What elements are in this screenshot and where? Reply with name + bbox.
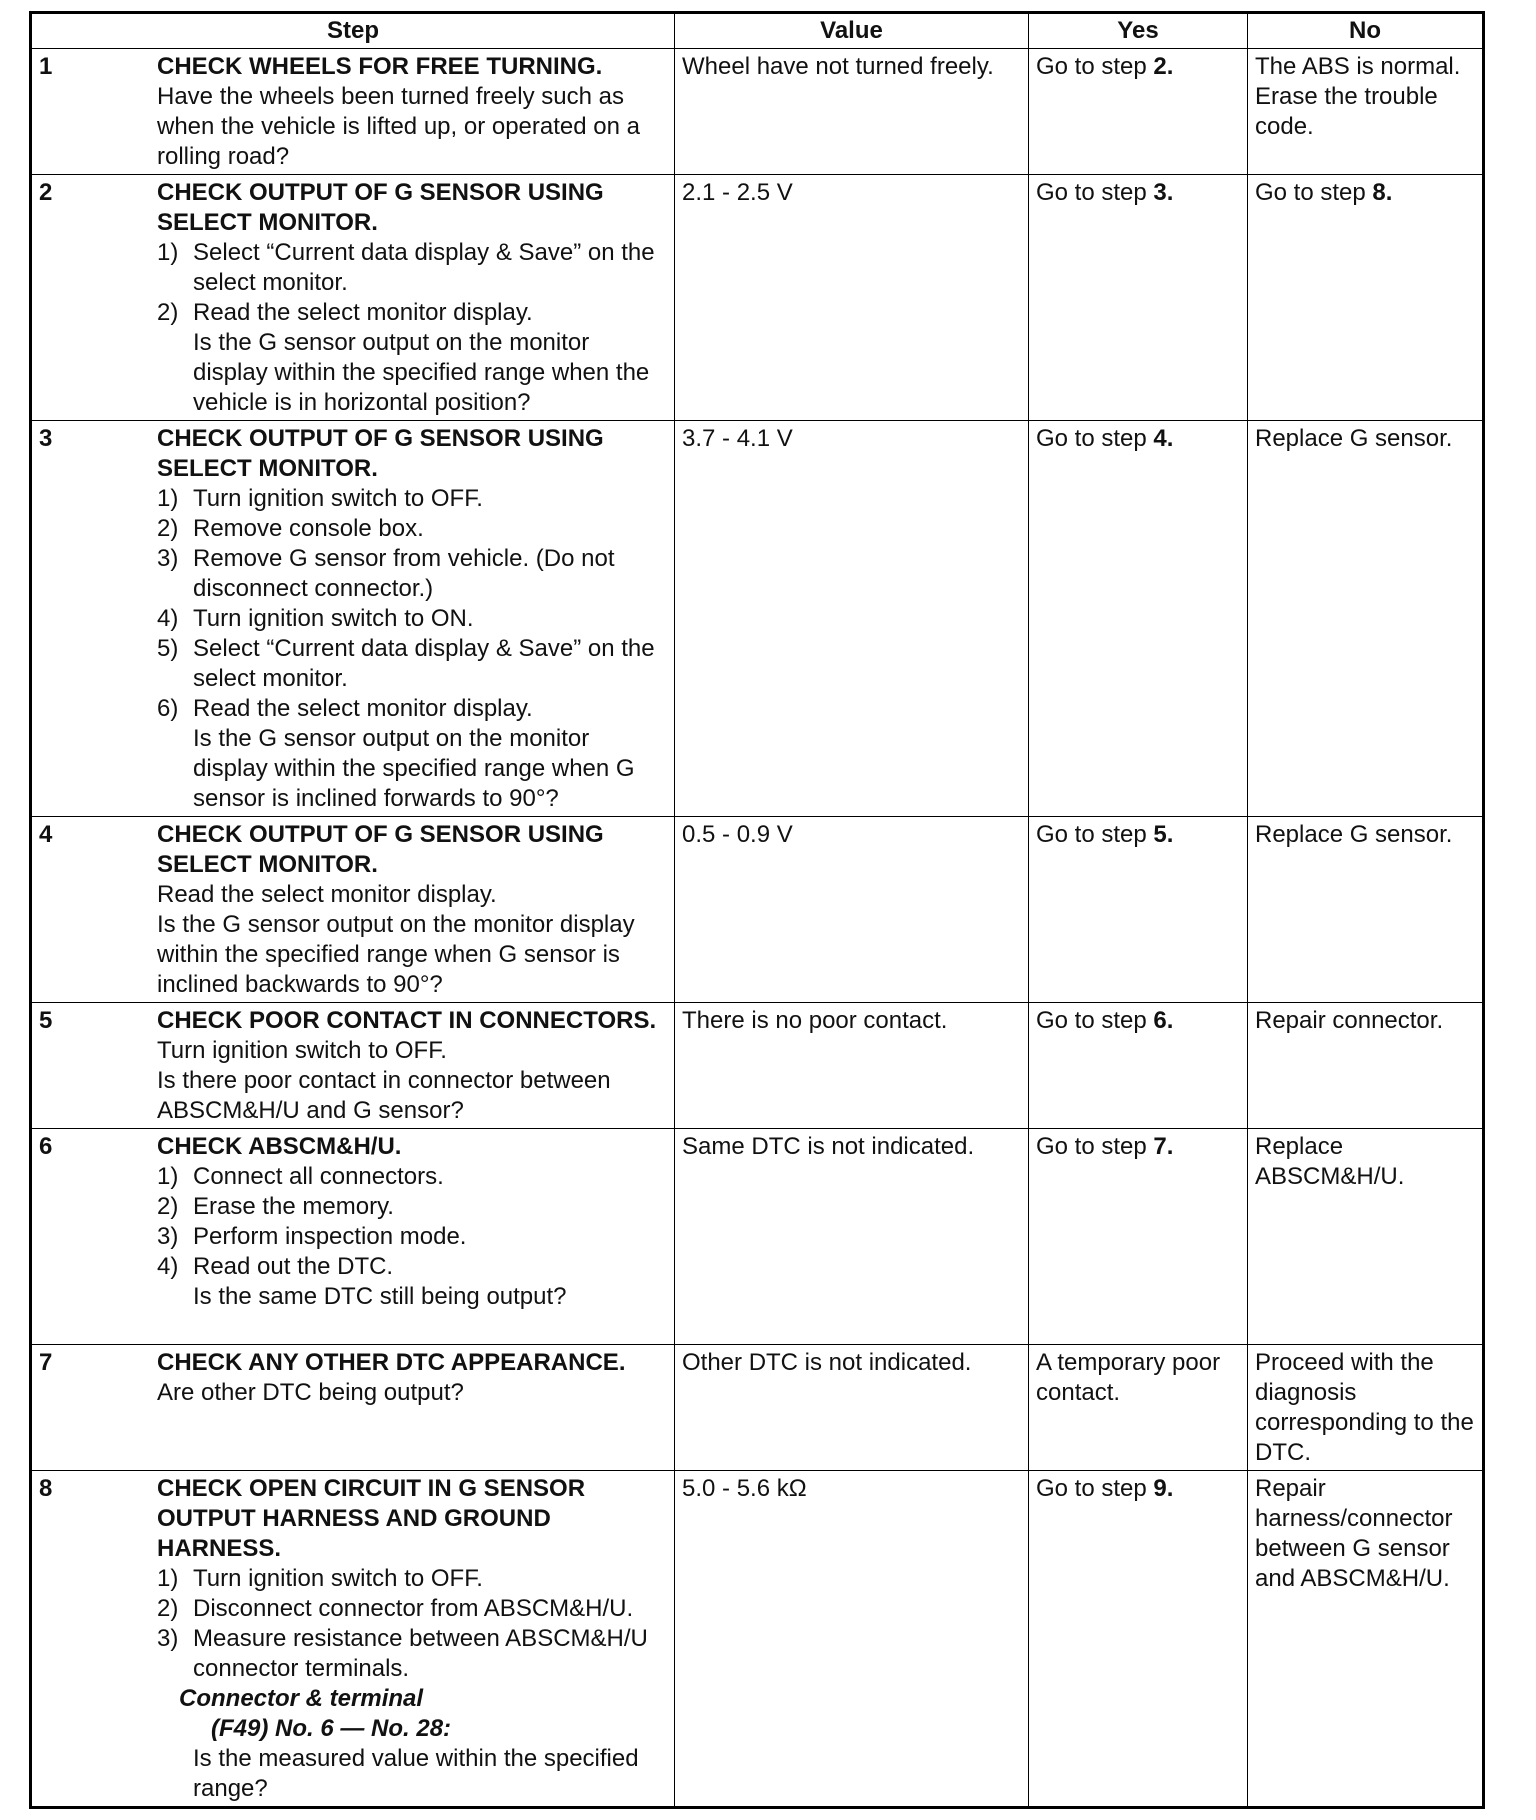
table-row: [31, 49, 1484, 175]
instruction-number: 2): [157, 299, 179, 326]
step-question: Is the measured value within the specified range?: [193, 1745, 639, 1802]
instruction-number: 4): [157, 1253, 179, 1280]
instruction-item: [157, 1252, 668, 1282]
header-value: Value: [675, 13, 1029, 49]
no-cell: [1248, 1471, 1484, 1808]
connector-terminal: (F49) No. 6 — No. 28:: [211, 1715, 452, 1742]
header-no: No: [1248, 13, 1484, 49]
instruction-text: Read the select monitor display.: [193, 299, 533, 326]
instruction-item: [157, 1162, 668, 1192]
header-row: [31, 13, 1484, 49]
instruction-item: [157, 634, 668, 694]
step-body: [157, 1132, 668, 1312]
no-cell: [1248, 1003, 1484, 1129]
step-instructions: [157, 238, 668, 328]
no-cell: [1248, 49, 1484, 175]
value-cell: 3.7 - 4.1 V: [675, 421, 1029, 817]
step-cell: [31, 1345, 675, 1471]
instruction-item: [157, 484, 668, 514]
no-cell: [1248, 1345, 1484, 1471]
step-body: [157, 1006, 668, 1126]
instruction-item: [157, 1624, 668, 1684]
step-text: Read the select monitor display.: [157, 881, 497, 908]
instruction-text: Perform inspection mode.: [193, 1223, 467, 1250]
step-cell: [31, 49, 675, 175]
step-title: CHECK OUTPUT OF G SENSOR USING SELECT MONITOR.: [157, 179, 604, 236]
no-text: Proceed with the diagnosis corresponding to the DTC.: [1255, 1349, 1474, 1466]
value-cell: 5.0 - 5.6 kΩ: [675, 1471, 1029, 1808]
step-body: [157, 424, 668, 814]
instruction-text: Turn ignition switch to OFF.: [193, 485, 483, 512]
step-text: Have the wheels been turned freely such as when the vehicle is lifted up, or operated on a rolling road?: [157, 83, 640, 170]
yes-goto-label: Go to step: [1036, 1475, 1154, 1502]
instruction-text: Select “Current data display & Save” on the select monitor.: [193, 239, 655, 296]
instruction-item: [157, 514, 668, 544]
instruction-text: Erase the memory.: [193, 1193, 394, 1220]
yes-cell: [1029, 1129, 1248, 1345]
step-cell: [31, 175, 675, 421]
yes-cell: [1029, 1003, 1248, 1129]
instruction-text: Connect all connectors.: [193, 1163, 444, 1190]
yes-goto-step: 9.: [1153, 1475, 1174, 1502]
step-title: CHECK OPEN CIRCUIT IN G SENSOR OUTPUT HARNESS AND GROUND HARNESS.: [157, 1475, 586, 1562]
instruction-text: Read the select monitor display.: [193, 695, 533, 722]
instruction-item: [157, 1564, 668, 1594]
step-body: [157, 1348, 668, 1408]
yes-cell: [1029, 1471, 1248, 1808]
step-number: 6: [39, 1133, 53, 1160]
step-number: 5: [39, 1007, 53, 1034]
value-cell: 0.5 - 0.9 V: [675, 817, 1029, 1003]
yes-goto-label: Go to step: [1036, 179, 1154, 206]
instruction-number: 2): [157, 1193, 179, 1220]
table-row: [31, 1129, 1484, 1345]
value-cell: Wheel have not turned freely.: [675, 49, 1029, 175]
step-instructions: [157, 1564, 668, 1684]
instruction-text: Disconnect connector from ABSCM&H/U.: [193, 1595, 634, 1622]
no-text: The ABS is normal. Erase the trouble code.: [1255, 53, 1461, 140]
step-number: 8: [39, 1475, 53, 1502]
value-cell: 2.1 - 2.5 V: [675, 175, 1029, 421]
step-body: [157, 52, 668, 172]
instruction-text: Remove console box.: [193, 515, 424, 542]
instruction-number: 5): [157, 635, 179, 662]
step-title: CHECK POOR CONTACT IN CONNECTORS.: [157, 1007, 657, 1034]
step-text: Turn ignition switch to OFF.: [157, 1037, 447, 1064]
no-cell: [1248, 1129, 1484, 1345]
no-text: Repair harness/connector between G sensor and ABSCM&H/U.: [1255, 1475, 1453, 1592]
step-question: Is the G sensor output on the monitor display within the specified range when G sensor is inclined forwards to 90°?: [193, 725, 635, 812]
table-row: [31, 1345, 1484, 1471]
instruction-text: Turn ignition switch to OFF.: [193, 1565, 483, 1592]
step-body: [157, 1474, 668, 1804]
value-cell: Other DTC is not indicated.: [675, 1345, 1029, 1471]
no-text: Replace ABSCM&H/U.: [1255, 1133, 1405, 1190]
instruction-item: [157, 1222, 668, 1252]
instruction-text: Turn ignition switch to ON.: [193, 605, 474, 632]
step-instructions: [157, 484, 668, 724]
yes-cell: [1029, 421, 1248, 817]
table-body: [31, 49, 1484, 1808]
yes-goto-step: 7.: [1153, 1133, 1174, 1160]
yes-goto-step: 3.: [1153, 179, 1174, 206]
step-instructions: [157, 1162, 668, 1282]
step-title: CHECK OUTPUT OF G SENSOR USING SELECT MONITOR.: [157, 821, 604, 878]
instruction-number: 3): [157, 1223, 179, 1250]
instruction-number: 1): [157, 1163, 179, 1190]
yes-goto-step: 4.: [1153, 425, 1174, 452]
step-number: 3: [39, 425, 53, 452]
value-cell: Same DTC is not indicated.: [675, 1129, 1029, 1345]
instruction-number: 1): [157, 239, 179, 266]
step-text: Is the G sensor output on the monitor display within the specified range when G sensor is inclined backwards to 90°?: [157, 911, 635, 998]
yes-goto-step: 6.: [1153, 1007, 1174, 1034]
header-step: Step: [31, 13, 675, 49]
instruction-number: 3): [157, 545, 179, 572]
yes-cell: [1029, 175, 1248, 421]
instruction-number: 2): [157, 515, 179, 542]
yes-goto-label: Go to step: [1036, 425, 1154, 452]
yes-goto-step: 5.: [1153, 821, 1174, 848]
instruction-item: [157, 544, 668, 604]
no-cell: [1248, 421, 1484, 817]
yes-cell: [1029, 49, 1248, 175]
step-text: Is there poor contact in connector between ABSCM&H/U and G sensor?: [157, 1067, 611, 1124]
instruction-number: 4): [157, 605, 179, 632]
instruction-item: [157, 1192, 668, 1222]
yes-cell: [1029, 1345, 1248, 1471]
no-text: Replace G sensor.: [1255, 425, 1453, 452]
step-title: CHECK ANY OTHER DTC APPEARANCE.: [157, 1349, 626, 1376]
step-title: CHECK OUTPUT OF G SENSOR USING SELECT MONITOR.: [157, 425, 604, 482]
no-cell: [1248, 817, 1484, 1003]
instruction-number: 2): [157, 1595, 179, 1622]
yes-goto-label: Go to step: [1036, 53, 1154, 80]
yes-goto-label: Go to step: [1036, 1133, 1154, 1160]
instruction-number: 1): [157, 485, 179, 512]
yes-goto-label: Go to step: [1036, 1007, 1154, 1034]
yes-goto-step: 2.: [1153, 53, 1174, 80]
connector-label: Connector & terminal: [179, 1685, 424, 1712]
table-row: [31, 421, 1484, 817]
instruction-item: [157, 604, 668, 634]
instruction-number: 3): [157, 1625, 179, 1652]
yes-goto-label: Go to step: [1036, 821, 1154, 848]
instruction-item: [157, 1594, 668, 1624]
step-question: Is the same DTC still being output?: [193, 1283, 567, 1310]
table-row: [31, 1003, 1484, 1129]
no-goto-label: Go to step: [1255, 179, 1373, 206]
step-number: 1: [39, 53, 53, 80]
step-number: 2: [39, 179, 53, 206]
step-text: Are other DTC being output?: [157, 1379, 464, 1406]
step-question: Is the G sensor output on the monitor display within the specified range when the vehicle is in horizontal position?: [193, 329, 650, 416]
step-cell: [31, 421, 675, 817]
step-number: 7: [39, 1349, 53, 1376]
instruction-number: 1): [157, 1565, 179, 1592]
instruction-item: [157, 694, 668, 724]
header-yes: Yes: [1029, 13, 1248, 49]
instruction-text: Select “Current data display & Save” on the select monitor.: [193, 635, 655, 692]
no-cell: [1248, 175, 1484, 421]
step-body: [157, 178, 668, 418]
step-title: CHECK WHEELS FOR FREE TURNING.: [157, 53, 603, 80]
table-row: [31, 817, 1484, 1003]
yes-cell: [1029, 817, 1248, 1003]
instruction-number: 6): [157, 695, 179, 722]
instruction-item: [157, 298, 668, 328]
step-body: [157, 820, 668, 1000]
table-row: [31, 1471, 1484, 1808]
step-cell: [31, 817, 675, 1003]
yes-text: A temporary poor contact.: [1036, 1349, 1221, 1406]
instruction-text: Remove G sensor from vehicle. (Do not disconnect connector.): [193, 545, 615, 602]
step-title: CHECK ABSCM&H/U.: [157, 1133, 402, 1160]
instruction-text: Read out the DTC.: [193, 1253, 394, 1280]
no-goto-step: 8.: [1372, 179, 1393, 206]
table-row: [31, 175, 1484, 421]
no-text: Replace G sensor.: [1255, 821, 1453, 848]
instruction-item: [157, 238, 668, 298]
value-cell: There is no poor contact.: [675, 1003, 1029, 1129]
step-number: 4: [39, 821, 53, 848]
step-cell: [31, 1471, 675, 1808]
no-text: Repair connector.: [1255, 1007, 1444, 1034]
diagnosis-table: [29, 11, 1485, 1809]
step-cell: [31, 1003, 675, 1129]
instruction-text: Measure resistance between ABSCM&H/U connector terminals.: [193, 1625, 648, 1682]
step-cell: [31, 1129, 675, 1345]
